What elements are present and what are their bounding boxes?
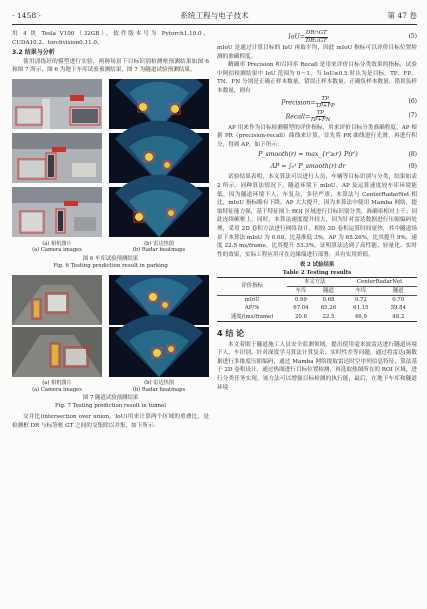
radar-heatmap-stack [109, 79, 209, 237]
paragraph: AP 用来作为目标检测模型的评价指标，用来评价目标分类准确程度。AP 根据 PR（precision-recall）曲线来计算，首先将 PR 曲线进行光滑，再进行积分，得到 AP，如下所示： [217, 124, 417, 148]
figure-caption: 图 7 隧道试验预测结果 [82, 395, 139, 402]
fig7-radar-heatmaps [109, 275, 209, 394]
paragraph: 本文着眼于隧道施工人员安全监测领域，提出使用毫米波雷达进行隧道环境下人、车识别，针对深度学习算法计算复杂、实时性差等问题，通过将雷达ⅰ频数据进行多维度压缩编码，通过 Mamba 网络提取雷达时空序列信息特征，算法基于 2D 卷积设计，通过热图进行目标位置检测，再选取热图所在的 ROI 区域，进行分类任务实现，该方法可以增强目标检测的执行能，最后，在地下车库和隧道环境 [217, 341, 417, 391]
running-header [12, 8, 417, 22]
table-subheader: 车库 [342, 287, 379, 296]
paragraph: 试验结果表明，本文算法可以进行人员、车辆等目标识别与分类，结果如表 2 所示。同种算法情况下，隧道环境下 mIoU、AP 及运算速度较车库环境能低，因为隧道环境下人、车复杂、多径严重；本算法与 CenterRadarNet 相比，mIoU 指标略有下降、AP 大大提升，因为本算法中使用 Mamba 网络，提取特征能力强，基于特征图上 ROI 区域进行目标识别分类，准确率相对上千；因此连续帧框上，同时，本算法速度提升较大，因为针对雷达数据进行压缩编码处理，采用 2D 卷积方法进行网络设计，相较 3D 卷积运算时间更快，其中隧道场景下本算法 mIoU 为 0.68，比基准低 3%，AP 为 65.26%，比其提升 9%，速度 22.5 ms/frame，比其提升 53.3%，证明算法达到了高性能、轻量化、实时性的效果，实际工程应用可在边缘端进行部署，具有实用价值。 [217, 174, 417, 258]
subcaption: (a) 相机图片 [42, 240, 72, 247]
right-column [217, 30, 417, 392]
table-cell: 速度/(ms/frame) [230, 313, 274, 320]
table-cell: 0.68 [322, 297, 335, 304]
equation-6 [217, 96, 417, 110]
results-table [217, 277, 417, 322]
eq-denominator: DR∪GT [305, 37, 327, 44]
subcaption: (b) Radar heatmaps [132, 386, 186, 393]
table-cell: 20.6 [294, 313, 307, 320]
table-cell: 65.26 [320, 305, 337, 312]
section-heading: 3.2 结果与分析 [12, 49, 55, 57]
table-caption: 表 2 试验结果 [299, 262, 335, 269]
paragraph: 使用训练好的模型进行实验，两种场景下目标识别检测框预测结果如图 6 和图 7 所示，图 6 为地下车库试验预测结果，图 7 为隧道试验预测结果。 [12, 58, 209, 74]
eq-number: (7) [408, 112, 417, 120]
subcaption: (b) Radar heatmaps [132, 247, 186, 254]
table-cell: mIoU [244, 297, 260, 304]
table-header: 评价指标 [217, 278, 287, 296]
parking-photo-2 [12, 133, 102, 183]
eq-numerator: TP [316, 109, 324, 116]
eq-denominator: TP+FN [310, 117, 331, 124]
table-cell: 48.2 [392, 313, 405, 320]
camera-photo-stack [12, 79, 102, 237]
tunnel-photo-2 [12, 327, 102, 377]
eq-lhs: Recall= [285, 113, 311, 121]
eq-number: (8) [408, 151, 417, 159]
table-cell: 59.84 [390, 305, 406, 312]
eq-body: P_smooth(r) = max_{r'≥r} P(r') [258, 151, 358, 159]
table-subheader: 隧道 [380, 287, 417, 296]
paragraph: 交并比(intersection over union，IoU)用来计算两个区域的重叠比，是检测框 DR 与标签框 GT 之间的交集除以并集，如下所示： [12, 414, 209, 429]
tunnel-photo-1 [12, 275, 102, 325]
eq-number: (9) [408, 163, 417, 171]
camera-photo-stack [12, 275, 102, 377]
fig6-camera-images [12, 79, 102, 254]
table-cell: AP/% [244, 305, 260, 312]
table-group-header: CenterRadarNet [342, 278, 417, 287]
fig7-camera-images [12, 275, 102, 394]
table-cell: 67.04 [293, 305, 309, 312]
radar-heatmap-stack [109, 275, 209, 377]
table-cell: 0.69 [294, 297, 307, 304]
eq-numerator: DR∩GT [305, 30, 327, 37]
table-row [217, 313, 417, 322]
eq-lhs: Precision= [281, 99, 316, 107]
paragraph: mIoU 是通过计算目标的 IoU 再取平均，因此 mIoU 指标可以评价目标位置检测的准确程度。 [217, 45, 417, 60]
table-cell: 0.70 [392, 297, 405, 304]
figure-6 [12, 79, 209, 254]
page-number: · 1458 · [12, 10, 41, 20]
figure-caption-en: Fig. 6 Testing prediction result in parking [53, 263, 168, 270]
figure-caption-en: Fig. 7 Testing prediction result in tunnel [55, 402, 166, 409]
subcaption: (a) Camera images [32, 386, 82, 393]
paragraph: 用 4 块 Tesla V100（32GB），软件版本号为 Pytorch1.10.0、CUDA10.2、torchvision0.11.0。 [12, 31, 209, 46]
eq-number: (6) [408, 98, 417, 106]
subcaption: (a) Camera images [32, 247, 82, 254]
left-column [12, 30, 209, 430]
parking-photo-1 [12, 79, 102, 129]
parking-photo-3 [12, 187, 102, 237]
equation-8 [217, 149, 417, 161]
paragraph: 精确率 Precision 和召回率 Recall 是用来评价目标分类效果的指标，试验中阿伯检测结果中 IoU 范围为 0～1，当 IoU≥0.5 时认为是目标。TP、FP、TN、FN 分别是正确正样本数量、错误正样本数量、正确负样本数量、错误负样本数量，则有 [217, 62, 417, 94]
subcaption: (b) 雷达热图 [144, 380, 174, 387]
eq-denominator: TP+FP [315, 103, 335, 110]
subcaption: (a) 相机图片 [42, 380, 72, 387]
table-row [217, 305, 417, 313]
equation-9 [217, 161, 417, 173]
eq-numerator: TP [321, 95, 329, 102]
table-cell: 22.5 [322, 313, 335, 320]
table-cell: 46.9 [354, 313, 367, 320]
table-cell: 0.72 [354, 297, 367, 304]
eq-body: AP = ∫₀¹ P_smooth(r) dr [270, 163, 346, 171]
section-heading: 4 结 论 [217, 329, 245, 339]
equation-5 [217, 30, 417, 44]
subcaption: (b) 雷达热图 [144, 240, 174, 247]
header-rule [12, 24, 417, 25]
radar-heatmap-2 [109, 121, 209, 183]
table-cell: 61.15 [353, 305, 369, 312]
table-group-header: 本文方法 [287, 278, 342, 287]
table-subheader: 隧道 [315, 287, 342, 296]
eq-lhs: IoU= [288, 33, 305, 41]
table-subheader: 车库 [287, 287, 314, 296]
equation-7 [217, 110, 417, 124]
radar-heatmap-3 [109, 175, 209, 237]
journal-title: 系统工程与电子技术 [180, 10, 249, 20]
figure-caption: 图 6 车库试验预测结果 [82, 255, 139, 262]
figure-7 [12, 275, 209, 394]
volume-number: 第 47 卷 [387, 10, 417, 20]
table-row [217, 296, 417, 305]
eq-number: (5) [408, 32, 417, 40]
fig6-radar-heatmaps [109, 79, 209, 254]
table-caption-en: Table 2 Testing results [282, 269, 352, 276]
